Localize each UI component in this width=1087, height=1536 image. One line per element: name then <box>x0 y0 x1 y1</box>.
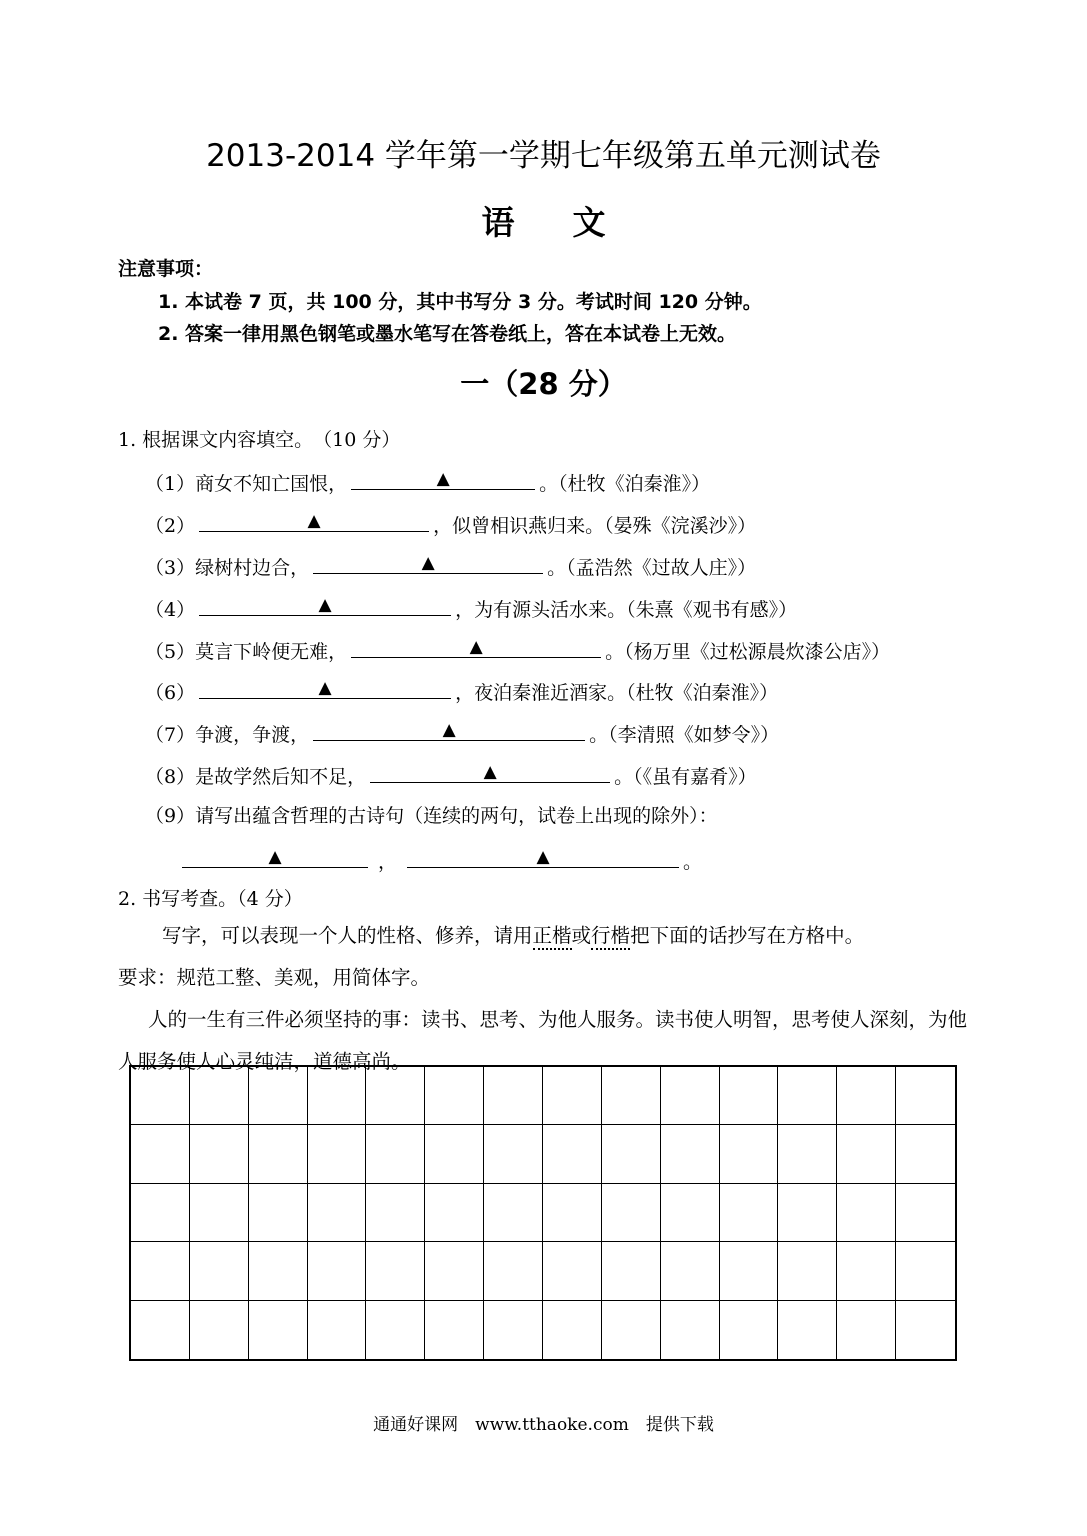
section-one-heading: 一（28 分） <box>460 367 627 401</box>
grid-cell[interactable] <box>661 1184 720 1242</box>
blank-marker-icon: ▲ <box>436 469 450 489</box>
grid-cell[interactable] <box>366 1067 425 1125</box>
q1-item-7 <box>145 718 779 747</box>
grid-cell[interactable] <box>837 1242 896 1300</box>
grid-cell[interactable] <box>720 1301 779 1359</box>
grid-cell[interactable] <box>190 1184 249 1242</box>
grid-cell[interactable] <box>602 1125 661 1183</box>
item-number: （3） <box>145 557 196 579</box>
item-prompt: 请写出蕴含哲理的古诗句（连续的两句，试卷上出现的除外）： <box>195 805 718 827</box>
item-prefix: 争渡，争渡， <box>195 724 310 746</box>
item-prefix: 绿树村边合， <box>195 557 310 579</box>
q1-item-4 <box>145 593 797 622</box>
grid-cell[interactable] <box>131 1301 190 1359</box>
grid-cell[interactable] <box>484 1125 543 1183</box>
grid-cell[interactable] <box>131 1242 190 1300</box>
blank-marker-icon: ▲ <box>483 762 497 782</box>
grid-cell[interactable] <box>425 1067 484 1125</box>
grid-cell[interactable] <box>190 1301 249 1359</box>
grid-cell[interactable] <box>425 1184 484 1242</box>
q1-item-8 <box>145 760 757 789</box>
grid-cell[interactable] <box>131 1184 190 1242</box>
grid-cell[interactable] <box>778 1125 837 1183</box>
item-prefix: 商女不知亡国恨， <box>195 473 348 495</box>
answer-blank[interactable] <box>199 593 451 616</box>
grid-cell[interactable] <box>249 1067 308 1125</box>
note-item-1: 1. 本试卷 7 页，共 100 分，其中书写分 3 分。考试时间 120 分钟。 <box>158 291 762 313</box>
emphasis-text: 正楷 <box>533 924 572 950</box>
item-number: （4） <box>145 599 196 621</box>
grid-cell[interactable] <box>131 1125 190 1183</box>
grid-cell[interactable] <box>190 1067 249 1125</box>
answer-blank[interactable] <box>351 467 535 490</box>
instruction-text: 写字，可以表现一个人的性格、修养，请用 <box>162 924 533 947</box>
grid-cell[interactable] <box>308 1242 367 1300</box>
grid-cell[interactable] <box>602 1242 661 1300</box>
item-suffix: ，为有源头活水来。（朱熹《观书有感》） <box>455 599 798 621</box>
grid-cell[interactable] <box>131 1067 190 1125</box>
grid-cell[interactable] <box>249 1301 308 1359</box>
grid-cell[interactable] <box>543 1125 602 1183</box>
answer-blank[interactable] <box>199 509 429 532</box>
q2-requirement: 要求：规范工整、美观，用简体字。 <box>118 966 431 989</box>
q1-item-3 <box>145 551 756 580</box>
answer-blank[interactable] <box>370 760 610 783</box>
grid-cell[interactable] <box>896 1184 955 1242</box>
grid-cell[interactable] <box>484 1184 543 1242</box>
item-number: （9） <box>145 805 196 827</box>
grid-cell[interactable] <box>661 1067 720 1125</box>
exam-title: 2013-2014 学年第一学期七年级第五单元测试卷 <box>206 138 881 174</box>
item-suffix: ，夜泊秦淮近酒家。（杜牧《泊秦淮》） <box>455 682 779 704</box>
grid-cell[interactable] <box>366 1301 425 1359</box>
q1-heading: 1. 根据课文内容填空。 （10 分） <box>118 429 401 451</box>
item-prefix: 莫言下岭便无难， <box>195 641 348 663</box>
blank-marker-icon: ▲ <box>469 637 483 657</box>
grid-cell[interactable] <box>778 1242 837 1300</box>
grid-cell[interactable] <box>778 1184 837 1242</box>
item-suffix: 。（《虽有嘉肴》） <box>614 766 757 788</box>
grid-cell[interactable] <box>425 1301 484 1359</box>
q1-item-1 <box>145 467 710 496</box>
blank-marker-icon: ▲ <box>307 511 321 531</box>
grid-cell[interactable] <box>249 1184 308 1242</box>
grid-cell[interactable] <box>896 1125 955 1183</box>
item-separator: ， <box>378 851 398 873</box>
grid-cell[interactable] <box>720 1242 779 1300</box>
answer-blank[interactable] <box>313 718 585 741</box>
blank-marker-icon: ▲ <box>318 678 332 698</box>
q2-heading: 2. 书写考查。（4 分） <box>118 888 303 910</box>
grid-cell[interactable] <box>249 1242 308 1300</box>
blank-marker-icon: ▲ <box>442 720 456 740</box>
q2-instruction <box>118 915 978 957</box>
item-prefix: 是故学然后知不足， <box>195 766 367 788</box>
footer-text: 通通好课网 www.tthaoke.com 提供下载 <box>373 1415 714 1435</box>
item-suffix: 。（李清照《如梦令》） <box>589 724 780 746</box>
grid-cell[interactable] <box>837 1125 896 1183</box>
grid-cell[interactable] <box>896 1067 955 1125</box>
emphasis-text: 行楷 <box>591 924 630 950</box>
grid-cell[interactable] <box>425 1242 484 1300</box>
item-number: （8） <box>145 766 196 788</box>
grid-cell[interactable] <box>484 1067 543 1125</box>
answer-blank[interactable] <box>351 635 601 658</box>
grid-cell[interactable] <box>543 1184 602 1242</box>
grid-cell[interactable] <box>543 1242 602 1300</box>
note-item-2: 2. 答案一律用黑色钢笔或墨水笔写在答卷纸上，答在本试卷上无效。 <box>158 323 737 345</box>
q1-item-9 <box>145 801 718 828</box>
item-end: 。 <box>683 851 703 873</box>
grid-cell[interactable] <box>720 1067 779 1125</box>
grid-cell[interactable] <box>543 1067 602 1125</box>
answer-blank[interactable] <box>182 845 368 868</box>
instruction-text: 或 <box>571 924 592 947</box>
notes-heading: 注意事项： <box>118 258 214 280</box>
instruction-text: 把下面的话抄写在方格中。 <box>630 924 865 947</box>
blank-marker-icon: ▲ <box>421 553 435 573</box>
grid-cell[interactable] <box>602 1067 661 1125</box>
grid-cell[interactable] <box>190 1242 249 1300</box>
grid-cell[interactable] <box>837 1301 896 1359</box>
grid-cell[interactable] <box>366 1184 425 1242</box>
grid-cell[interactable] <box>602 1184 661 1242</box>
item-number: （1） <box>145 473 196 495</box>
item-suffix: 。（杜牧《泊秦淮》） <box>539 473 711 495</box>
grid-cell[interactable] <box>190 1125 249 1183</box>
grid-cell[interactable] <box>720 1184 779 1242</box>
grid-cell[interactable] <box>425 1125 484 1183</box>
grid-cell[interactable] <box>896 1301 955 1359</box>
item-suffix: ，似曾相识燕归来。（晏殊《浣溪沙》） <box>433 515 757 537</box>
grid-cell[interactable] <box>661 1301 720 1359</box>
grid-cell[interactable] <box>543 1301 602 1359</box>
grid-cell[interactable] <box>778 1067 837 1125</box>
item-suffix: 。（杨万里《过松源晨炊漆公店》） <box>605 641 891 663</box>
grid-cell[interactable] <box>661 1125 720 1183</box>
grid-cell[interactable] <box>661 1242 720 1300</box>
q1-item-9-answers <box>178 845 702 874</box>
grid-cell[interactable] <box>778 1301 837 1359</box>
q2-passage: 人的一生有三件必须坚持的事：读书、思考、为他人服务。读书使人明智，思考使人深刻，为他人服务使人心灵纯洁，道德高尚。 <box>118 1008 968 1073</box>
item-number: （5） <box>145 641 196 663</box>
writing-grid[interactable] <box>129 1065 957 1361</box>
blank-marker-icon: ▲ <box>318 595 332 615</box>
grid-cell[interactable] <box>602 1301 661 1359</box>
grid-cell[interactable] <box>896 1242 955 1300</box>
grid-cell[interactable] <box>308 1125 367 1183</box>
grid-cell[interactable] <box>366 1242 425 1300</box>
grid-cell[interactable] <box>484 1242 543 1300</box>
q1-item-6 <box>145 676 778 705</box>
grid-cell[interactable] <box>308 1184 367 1242</box>
answer-blank[interactable] <box>407 845 679 868</box>
grid-cell[interactable] <box>308 1301 367 1359</box>
blank-marker-icon: ▲ <box>536 847 550 867</box>
answer-blank[interactable] <box>199 676 451 699</box>
exam-subject: 语文 <box>481 203 664 242</box>
grid-cell[interactable] <box>837 1184 896 1242</box>
grid-cell[interactable] <box>366 1125 425 1183</box>
grid-cell[interactable] <box>249 1125 308 1183</box>
q1-item-5 <box>145 635 890 664</box>
blank-marker-icon: ▲ <box>268 847 282 867</box>
item-suffix: 。（孟浩然《过故人庄》） <box>547 557 757 579</box>
item-number: （6） <box>145 682 196 704</box>
item-number: （7） <box>145 724 196 746</box>
grid-cell[interactable] <box>720 1125 779 1183</box>
grid-cell[interactable] <box>484 1301 543 1359</box>
grid-cell[interactable] <box>837 1067 896 1125</box>
item-number: （2） <box>145 515 196 537</box>
q1-item-2 <box>145 509 756 538</box>
grid-cell[interactable] <box>308 1067 367 1125</box>
answer-blank[interactable] <box>313 551 543 574</box>
